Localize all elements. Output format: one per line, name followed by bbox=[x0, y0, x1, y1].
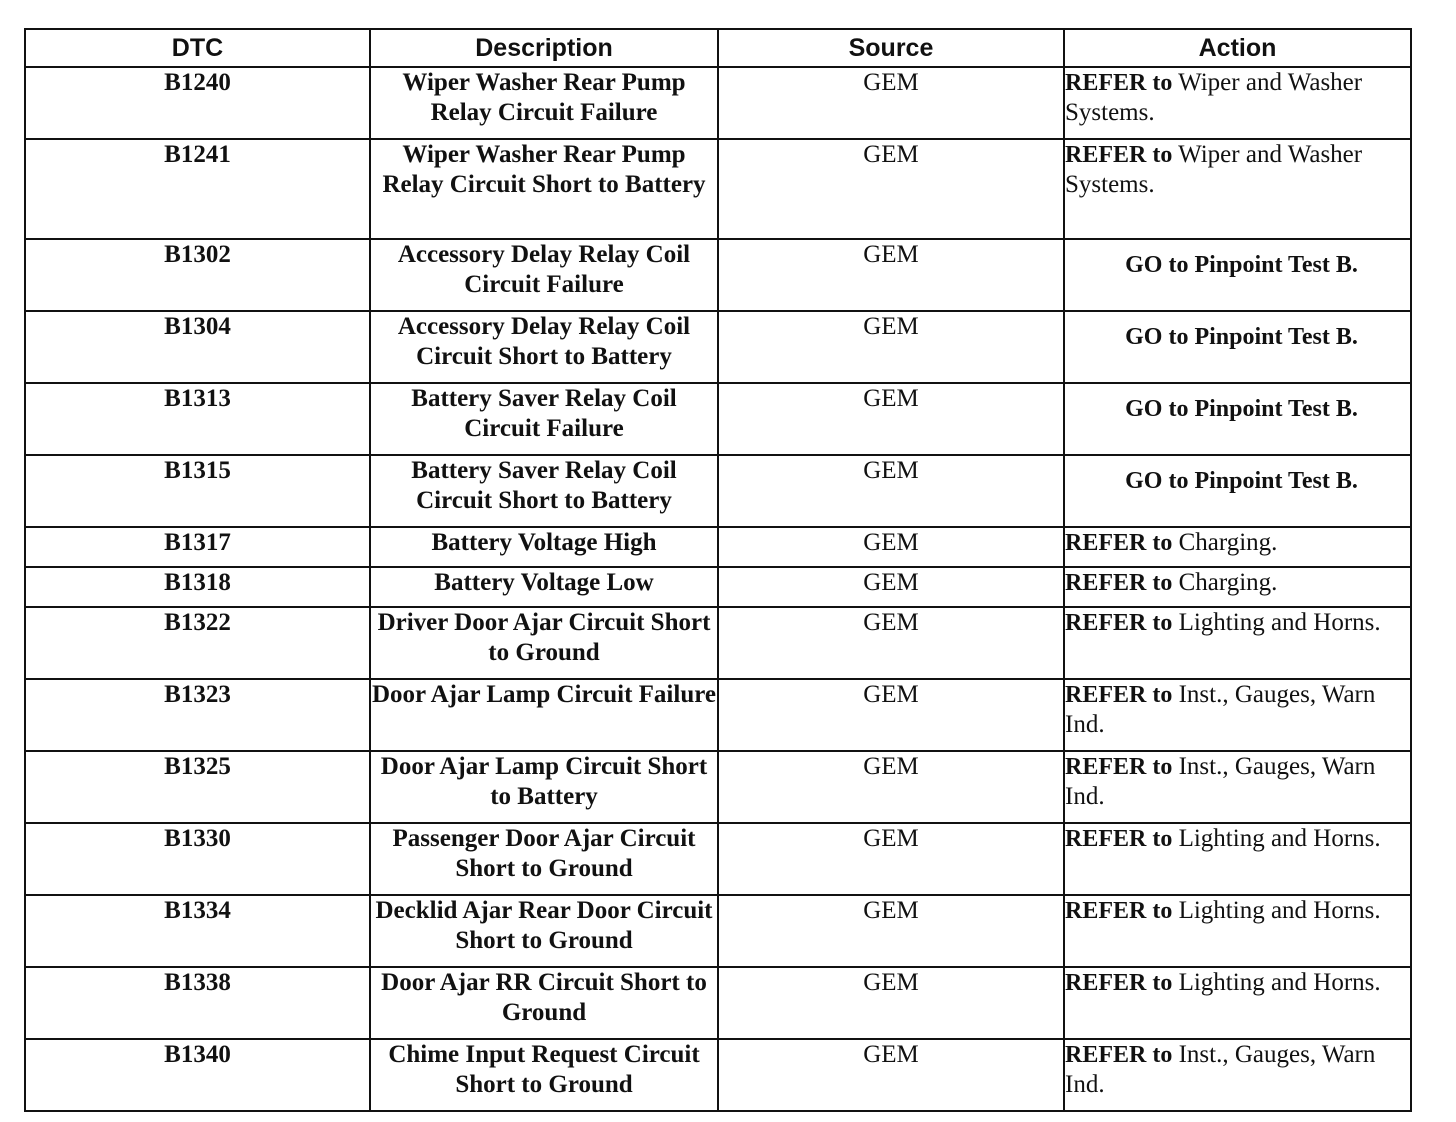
dtc-code: B1240 bbox=[25, 67, 370, 139]
dtc-source: GEM bbox=[718, 823, 1064, 895]
dtc-description: Battery Voltage High bbox=[370, 527, 718, 567]
action-lead: GO to Pinpoint Test B. bbox=[1125, 252, 1358, 278]
action-lead: REFER to bbox=[1065, 142, 1173, 168]
table-row bbox=[25, 823, 1411, 895]
dtc-action bbox=[1064, 823, 1411, 895]
dtc-description: Door Ajar RR Circuit Short to Ground bbox=[370, 967, 718, 1039]
table-row bbox=[25, 455, 1411, 527]
dtc-description: Passenger Door Ajar Circuit Short to Ground bbox=[370, 823, 718, 895]
dtc-action bbox=[1064, 239, 1411, 311]
dtc-description: Wiper Washer Rear Pump Relay Circuit Failure bbox=[370, 67, 718, 139]
header-description: Description bbox=[370, 29, 718, 67]
table-header-row bbox=[25, 29, 1411, 67]
dtc-description: Decklid Ajar Rear Door Circuit Short to Ground bbox=[370, 895, 718, 967]
action-rest: Charging. bbox=[1172, 529, 1278, 556]
action-lead: GO to Pinpoint Test B. bbox=[1125, 324, 1358, 350]
dtc-action bbox=[1064, 139, 1411, 239]
dtc-description: Battery Voltage Low bbox=[370, 567, 718, 607]
header-dtc: DTC bbox=[25, 29, 370, 67]
dtc-description: Accessory Delay Relay Coil Circuit Short to Battery bbox=[370, 311, 718, 383]
dtc-source: GEM bbox=[718, 239, 1064, 311]
dtc-code: B1338 bbox=[25, 967, 370, 1039]
table-row bbox=[25, 67, 1411, 139]
action-rest: Wiper and Washer Systems. bbox=[1065, 69, 1363, 126]
table-row bbox=[25, 139, 1411, 239]
action-lead: REFER to bbox=[1065, 970, 1173, 996]
action-lead: REFER to bbox=[1065, 826, 1173, 852]
action-rest: Inst., Gauges, Warn Ind. bbox=[1065, 753, 1376, 810]
dtc-source: GEM bbox=[718, 311, 1064, 383]
dtc-action bbox=[1064, 383, 1411, 455]
dtc-action bbox=[1064, 1039, 1411, 1111]
table-row bbox=[25, 607, 1411, 679]
dtc-code: B1323 bbox=[25, 679, 370, 751]
dtc-source: GEM bbox=[718, 139, 1064, 239]
header-source: Source bbox=[718, 29, 1064, 67]
dtc-description: Driver Door Ajar Circuit Short to Ground bbox=[370, 607, 718, 679]
table-row bbox=[25, 967, 1411, 1039]
dtc-action bbox=[1064, 67, 1411, 139]
dtc-source: GEM bbox=[718, 751, 1064, 823]
action-lead: REFER to bbox=[1065, 898, 1173, 924]
dtc-code: B1334 bbox=[25, 895, 370, 967]
table-row bbox=[25, 239, 1411, 311]
dtc-action bbox=[1064, 607, 1411, 679]
action-lead: GO to Pinpoint Test B. bbox=[1125, 396, 1358, 422]
action-lead: REFER to bbox=[1065, 530, 1173, 556]
table-row bbox=[25, 311, 1411, 383]
dtc-action bbox=[1064, 455, 1411, 527]
dtc-code: B1325 bbox=[25, 751, 370, 823]
dtc-action bbox=[1064, 967, 1411, 1039]
action-rest: Inst., Gauges, Warn Ind. bbox=[1065, 1041, 1376, 1098]
dtc-source: GEM bbox=[718, 383, 1064, 455]
action-lead: REFER to bbox=[1065, 1042, 1173, 1068]
header-action: Action bbox=[1064, 29, 1411, 67]
dtc-description: Door Ajar Lamp Circuit Failure bbox=[370, 679, 718, 751]
action-lead: GO to Pinpoint Test B. bbox=[1125, 468, 1358, 494]
table-row bbox=[25, 895, 1411, 967]
dtc-source: GEM bbox=[718, 679, 1064, 751]
table-row bbox=[25, 383, 1411, 455]
table-row bbox=[25, 751, 1411, 823]
dtc-source: GEM bbox=[718, 895, 1064, 967]
table-row bbox=[25, 679, 1411, 751]
action-lead: REFER to bbox=[1065, 682, 1173, 708]
dtc-code: B1317 bbox=[25, 527, 370, 567]
dtc-table bbox=[24, 28, 1412, 1112]
action-lead: REFER to bbox=[1065, 70, 1173, 96]
dtc-source: GEM bbox=[718, 67, 1064, 139]
action-rest: Wiper and Washer Systems. bbox=[1065, 141, 1363, 198]
action-lead: REFER to bbox=[1065, 610, 1173, 636]
table-row bbox=[25, 1039, 1411, 1111]
action-rest: Lighting and Horns. bbox=[1172, 969, 1381, 996]
dtc-action bbox=[1064, 895, 1411, 967]
dtc-code: B1302 bbox=[25, 239, 370, 311]
dtc-code: B1322 bbox=[25, 607, 370, 679]
dtc-action bbox=[1064, 751, 1411, 823]
action-rest: Inst., Gauges, Warn Ind. bbox=[1065, 681, 1376, 738]
action-rest: Lighting and Horns. bbox=[1172, 825, 1381, 852]
dtc-code: B1330 bbox=[25, 823, 370, 895]
action-rest: Lighting and Horns. bbox=[1172, 897, 1381, 924]
dtc-action bbox=[1064, 679, 1411, 751]
dtc-description: Battery Saver Relay Coil Circuit Failure bbox=[370, 383, 718, 455]
dtc-code: B1304 bbox=[25, 311, 370, 383]
dtc-source: GEM bbox=[718, 967, 1064, 1039]
dtc-action bbox=[1064, 311, 1411, 383]
dtc-description: Door Ajar Lamp Circuit Short to Battery bbox=[370, 751, 718, 823]
dtc-code: B1340 bbox=[25, 1039, 370, 1111]
dtc-action bbox=[1064, 567, 1411, 607]
dtc-description: Chime Input Request Circuit Short to Ground bbox=[370, 1039, 718, 1111]
dtc-code: B1313 bbox=[25, 383, 370, 455]
table-row bbox=[25, 567, 1411, 607]
action-lead: REFER to bbox=[1065, 754, 1173, 780]
dtc-description: Battery Saver Relay Coil Circuit Short to Battery bbox=[370, 455, 718, 527]
dtc-code: B1318 bbox=[25, 567, 370, 607]
dtc-source: GEM bbox=[718, 607, 1064, 679]
dtc-action bbox=[1064, 527, 1411, 567]
action-lead: REFER to bbox=[1065, 570, 1173, 596]
dtc-source: GEM bbox=[718, 455, 1064, 527]
table-body bbox=[25, 67, 1411, 1111]
dtc-code: B1315 bbox=[25, 455, 370, 527]
action-rest: Lighting and Horns. bbox=[1172, 609, 1381, 636]
dtc-description: Accessory Delay Relay Coil Circuit Failure bbox=[370, 239, 718, 311]
dtc-source: GEM bbox=[718, 567, 1064, 607]
dtc-source: GEM bbox=[718, 1039, 1064, 1111]
dtc-code: B1241 bbox=[25, 139, 370, 239]
table-row bbox=[25, 527, 1411, 567]
dtc-table-container bbox=[24, 28, 1410, 1112]
action-rest: Charging. bbox=[1172, 569, 1278, 596]
dtc-source: GEM bbox=[718, 527, 1064, 567]
dtc-description: Wiper Washer Rear Pump Relay Circuit Short to Battery bbox=[370, 139, 718, 239]
